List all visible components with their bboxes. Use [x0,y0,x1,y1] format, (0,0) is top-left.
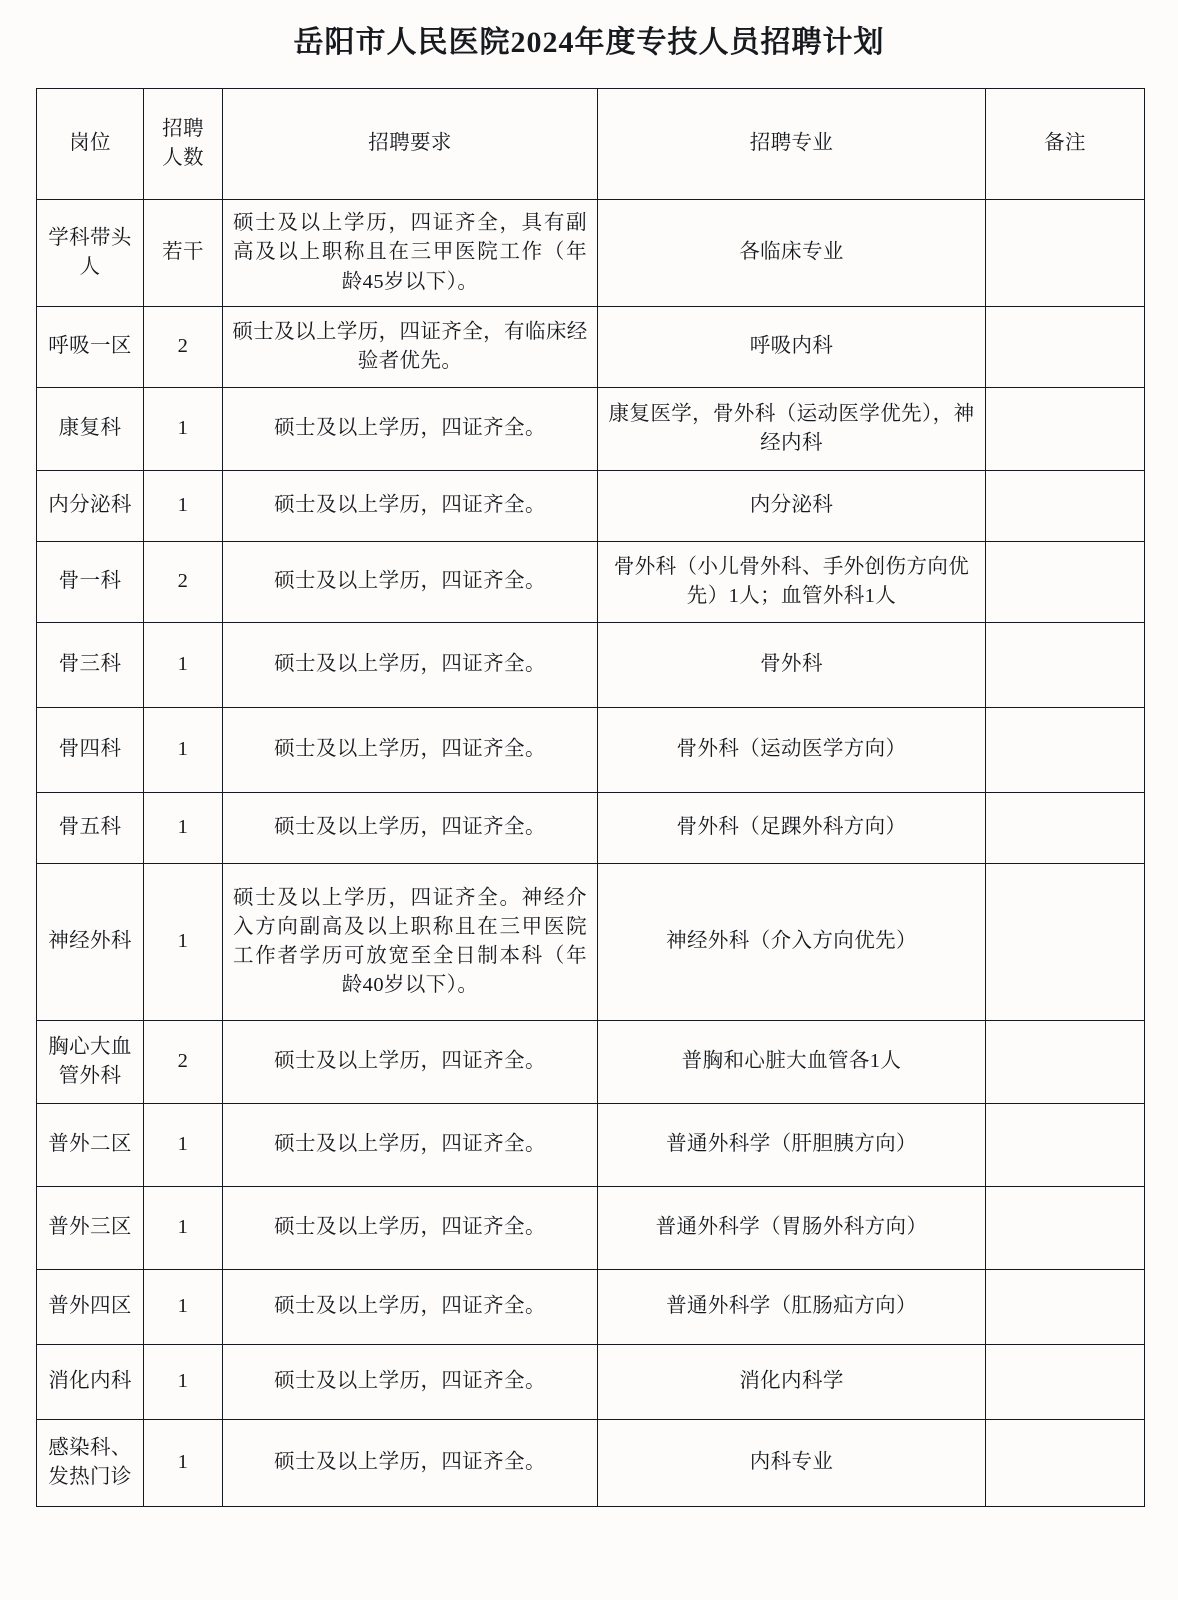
cell-requirements: 硕士及以上学历，四证齐全。 [223,1104,598,1187]
cell-major: 消化内科学 [598,1345,986,1420]
cell-requirements: 硕士及以上学历，四证齐全。 [223,623,598,708]
table-header [37,89,1145,200]
column-header-post: 岗位 [37,89,144,200]
cell-post: 消化内科 [37,1345,144,1420]
cell-note [986,1345,1145,1420]
table-row [37,1021,1145,1104]
cell-headcount: 1 [144,388,223,471]
cell-major: 骨外科（足踝外科方向） [598,793,986,864]
cell-requirements: 硕士及以上学历，四证齐全。 [223,1420,598,1507]
cell-post: 普外三区 [37,1187,144,1270]
table-row [37,1420,1145,1507]
cell-requirements: 硕士及以上学历，四证齐全。 [223,1270,598,1345]
cell-headcount: 若干 [144,200,223,307]
cell-headcount: 1 [144,1420,223,1507]
table-row [37,388,1145,471]
table-row [37,200,1145,307]
cell-headcount: 1 [144,623,223,708]
table-row [37,1104,1145,1187]
cell-major: 骨外科 [598,623,986,708]
cell-requirements: 硕士及以上学历，四证齐全。 [223,471,598,542]
cell-post: 普外四区 [37,1270,144,1345]
cell-major: 呼吸内科 [598,307,986,388]
cell-note [986,793,1145,864]
cell-headcount: 1 [144,708,223,793]
cell-note [986,864,1145,1021]
cell-note [986,623,1145,708]
cell-post: 骨五科 [37,793,144,864]
cell-major: 普胸和心脏大血管各1人 [598,1021,986,1104]
cell-headcount: 2 [144,307,223,388]
cell-note [986,1420,1145,1507]
table-row [37,864,1145,1021]
cell-note [986,542,1145,623]
cell-headcount: 1 [144,1187,223,1270]
cell-major: 各临床专业 [598,200,986,307]
cell-major: 普通外科学（胃肠外科方向） [598,1187,986,1270]
table-header-row [37,89,1145,200]
cell-headcount: 1 [144,793,223,864]
cell-major: 骨外科（小儿骨外科、手外创伤方向优先）1人；血管外科1人 [598,542,986,623]
column-header-headcount-line1: 招聘 [162,117,204,140]
cell-post: 普外二区 [37,1104,144,1187]
cell-requirements: 硕士及以上学历，四证齐全。 [223,1187,598,1270]
recruitment-plan-table [36,88,1145,1507]
cell-requirements: 硕士及以上学历，四证齐全。神经介入方向副高及以上职称且在三甲医院工作者学历可放宽至全日制本科（年龄40岁以下）。 [223,864,598,1021]
column-header-note: 备注 [986,89,1145,200]
cell-note [986,307,1145,388]
column-header-headcount [144,89,223,200]
cell-post: 神经外科 [37,864,144,1021]
cell-major: 康复医学，骨外科（运动医学优先），神经内科 [598,388,986,471]
cell-post: 康复科 [37,388,144,471]
table-row [37,708,1145,793]
table-row [37,793,1145,864]
cell-requirements: 硕士及以上学历，四证齐全，具有副高及以上职称且在三甲医院工作（年龄45岁以下）。 [223,200,598,307]
cell-headcount: 1 [144,864,223,1021]
cell-note [986,200,1145,307]
cell-note [986,708,1145,793]
cell-headcount: 1 [144,471,223,542]
cell-major: 骨外科（运动医学方向） [598,708,986,793]
cell-post: 感染科、发热门诊 [37,1420,144,1507]
cell-requirements: 硕士及以上学历，四证齐全。 [223,1345,598,1420]
table-row [37,542,1145,623]
cell-headcount: 2 [144,1021,223,1104]
cell-note [986,1104,1145,1187]
table-row [37,623,1145,708]
column-header-headcount-line2: 人数 [162,147,204,169]
cell-requirements: 硕士及以上学历，四证齐全。 [223,793,598,864]
cell-post: 骨三科 [37,623,144,708]
cell-note [986,1187,1145,1270]
cell-requirements: 硕士及以上学历，四证齐全。 [223,1021,598,1104]
cell-requirements: 硕士及以上学历，四证齐全。 [223,542,598,623]
cell-post: 内分泌科 [37,471,144,542]
cell-headcount: 1 [144,1270,223,1345]
cell-post: 呼吸一区 [37,307,144,388]
table-row [37,307,1145,388]
recruitment-plan-table-container [36,88,1144,1507]
column-header-requirements: 招聘要求 [223,89,598,200]
table-row [37,1345,1145,1420]
cell-post: 学科带头人 [37,200,144,307]
cell-requirements: 硕士及以上学历，四证齐全，有临床经验者优先。 [223,307,598,388]
cell-major: 普通外科学（肛肠疝方向） [598,1270,986,1345]
table-row [37,1270,1145,1345]
cell-headcount: 2 [144,542,223,623]
cell-major: 神经外科（介入方向优先） [598,864,986,1021]
cell-post: 骨一科 [37,542,144,623]
page-title: 岳阳市人民医院2024年度专技人员招聘计划 [293,26,885,59]
column-header-major: 招聘专业 [598,89,986,200]
cell-requirements: 硕士及以上学历，四证齐全。 [223,388,598,471]
cell-headcount: 1 [144,1104,223,1187]
table-row [37,471,1145,542]
cell-major: 内科专业 [598,1420,986,1507]
cell-post: 骨四科 [37,708,144,793]
cell-major: 普通外科学（肝胆胰方向） [598,1104,986,1187]
cell-note [986,1270,1145,1345]
cell-major: 内分泌科 [598,471,986,542]
cell-requirements: 硕士及以上学历，四证齐全。 [223,708,598,793]
table-row [37,1187,1145,1270]
cell-note [986,471,1145,542]
cell-headcount: 1 [144,1345,223,1420]
table-body [37,200,1145,1507]
cell-post: 胸心大血管外科 [37,1021,144,1104]
cell-note [986,1021,1145,1104]
cell-note [986,388,1145,471]
